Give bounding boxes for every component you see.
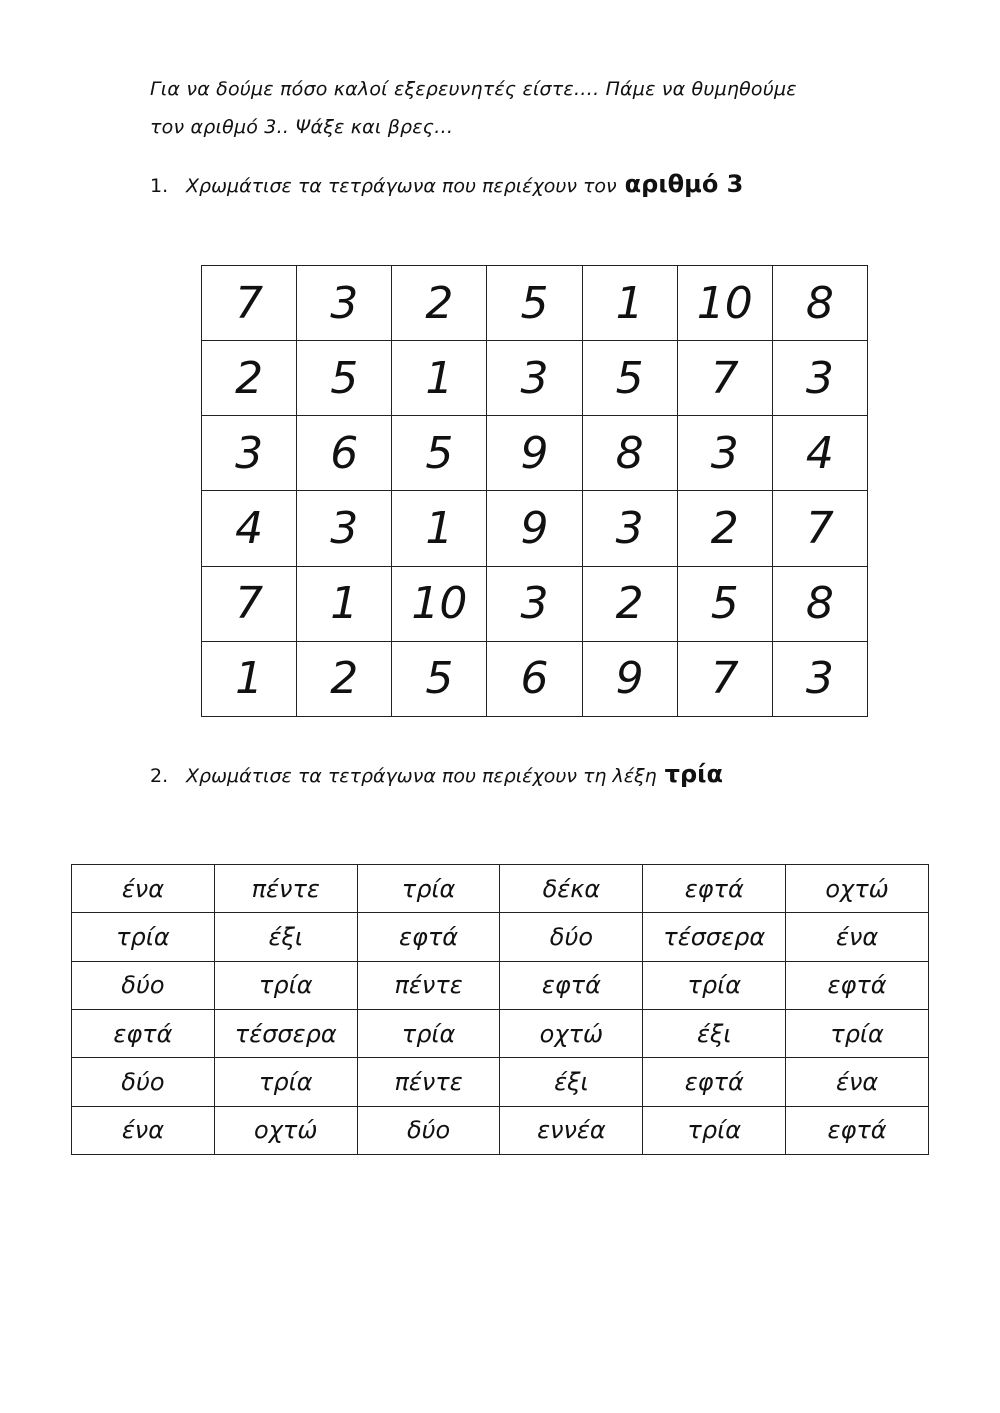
task-1-number: 1. bbox=[150, 175, 169, 197]
number-cell[interactable]: 1 bbox=[392, 491, 487, 566]
number-cell[interactable]: 7 bbox=[202, 566, 297, 641]
number-cell[interactable]: 1 bbox=[202, 641, 297, 716]
word-cell[interactable]: οχτώ bbox=[786, 865, 929, 913]
word-cell[interactable]: εφτά bbox=[500, 961, 643, 1009]
number-cell[interactable]: 9 bbox=[582, 641, 677, 716]
number-cell[interactable]: 3 bbox=[677, 416, 772, 491]
number-cell[interactable]: 6 bbox=[297, 416, 392, 491]
word-cell[interactable]: τρία bbox=[72, 913, 215, 961]
task-2-number: 2. bbox=[150, 765, 169, 787]
word-cell[interactable]: δύο bbox=[72, 1058, 215, 1106]
number-cell[interactable]: 1 bbox=[392, 341, 487, 416]
word-cell[interactable]: τρία bbox=[357, 865, 500, 913]
intro-line-1: Για να δούμε πόσο καλοί εξερευνητές είστε…. Πάμε να θυμηθούμε bbox=[150, 78, 797, 100]
word-cell[interactable]: δέκα bbox=[500, 865, 643, 913]
number-cell[interactable]: 7 bbox=[677, 341, 772, 416]
task-1-highlight: αριθμό 3 bbox=[624, 170, 744, 198]
number-cell[interactable]: 5 bbox=[392, 416, 487, 491]
number-cell[interactable]: 5 bbox=[677, 566, 772, 641]
number-grid-row bbox=[202, 491, 868, 566]
number-cell[interactable]: 7 bbox=[202, 266, 297, 341]
number-cell[interactable]: 2 bbox=[392, 266, 487, 341]
number-cell[interactable]: 3 bbox=[202, 416, 297, 491]
word-cell[interactable]: εφτά bbox=[72, 1009, 215, 1057]
number-cell[interactable]: 7 bbox=[772, 491, 867, 566]
number-cell[interactable]: 2 bbox=[297, 641, 392, 716]
word-cell[interactable]: έξι bbox=[643, 1009, 786, 1057]
word-grid-row bbox=[72, 865, 929, 913]
number-cell[interactable]: 4 bbox=[202, 491, 297, 566]
word-grid-row bbox=[72, 1058, 929, 1106]
number-cell[interactable]: 9 bbox=[487, 491, 582, 566]
number-cell[interactable]: 5 bbox=[487, 266, 582, 341]
word-cell[interactable]: εννέα bbox=[500, 1106, 643, 1154]
number-cell[interactable]: 2 bbox=[582, 566, 677, 641]
number-cell[interactable]: 10 bbox=[677, 266, 772, 341]
number-cell[interactable]: 4 bbox=[772, 416, 867, 491]
number-cell[interactable]: 2 bbox=[677, 491, 772, 566]
word-cell[interactable]: ένα bbox=[786, 913, 929, 961]
word-cell[interactable]: τρία bbox=[214, 1058, 357, 1106]
word-cell[interactable]: δύο bbox=[500, 913, 643, 961]
number-grid-row bbox=[202, 416, 868, 491]
word-cell[interactable]: ένα bbox=[786, 1058, 929, 1106]
number-grid bbox=[201, 265, 868, 717]
number-cell[interactable]: 1 bbox=[297, 566, 392, 641]
number-cell[interactable]: 3 bbox=[487, 341, 582, 416]
word-cell[interactable]: εφτά bbox=[643, 865, 786, 913]
word-cell[interactable]: εφτά bbox=[643, 1058, 786, 1106]
word-cell[interactable]: τρία bbox=[786, 1009, 929, 1057]
number-cell[interactable]: 3 bbox=[772, 341, 867, 416]
word-cell[interactable]: οχτώ bbox=[214, 1106, 357, 1154]
task-2-highlight: τρία bbox=[664, 760, 723, 788]
number-cell[interactable]: 7 bbox=[677, 641, 772, 716]
number-cell[interactable]: 10 bbox=[392, 566, 487, 641]
number-cell[interactable]: 6 bbox=[487, 641, 582, 716]
number-cell[interactable]: 3 bbox=[297, 266, 392, 341]
number-cell[interactable]: 3 bbox=[772, 641, 867, 716]
word-cell[interactable]: τρία bbox=[643, 961, 786, 1009]
word-cell[interactable]: τέσσερα bbox=[643, 913, 786, 961]
task-1-text: Χρωμάτισε τα τετράγωνα που περιέχουν τον bbox=[186, 175, 617, 197]
word-cell[interactable]: δύο bbox=[357, 1106, 500, 1154]
number-cell[interactable]: 2 bbox=[202, 341, 297, 416]
number-cell[interactable]: 5 bbox=[392, 641, 487, 716]
number-cell[interactable]: 3 bbox=[487, 566, 582, 641]
number-cell[interactable]: 8 bbox=[582, 416, 677, 491]
word-cell[interactable]: τέσσερα bbox=[214, 1009, 357, 1057]
number-grid-row bbox=[202, 641, 868, 716]
number-grid-row bbox=[202, 266, 868, 341]
number-cell[interactable]: 3 bbox=[297, 491, 392, 566]
word-grid bbox=[71, 864, 929, 1155]
number-cell[interactable]: 9 bbox=[487, 416, 582, 491]
word-cell[interactable]: ένα bbox=[72, 865, 215, 913]
word-grid-row bbox=[72, 1106, 929, 1154]
number-cell[interactable]: 3 bbox=[582, 491, 677, 566]
word-cell[interactable]: πέντε bbox=[214, 865, 357, 913]
task-1-instruction bbox=[150, 170, 743, 198]
number-cell[interactable]: 1 bbox=[582, 266, 677, 341]
word-cell[interactable]: δύο bbox=[72, 961, 215, 1009]
word-grid-row bbox=[72, 1009, 929, 1057]
word-grid-row bbox=[72, 961, 929, 1009]
number-grid-row bbox=[202, 341, 868, 416]
word-cell[interactable]: έξι bbox=[214, 913, 357, 961]
word-cell[interactable]: τρία bbox=[643, 1106, 786, 1154]
number-cell[interactable]: 5 bbox=[582, 341, 677, 416]
word-cell[interactable]: πέντε bbox=[357, 961, 500, 1009]
word-cell[interactable]: εφτά bbox=[786, 1106, 929, 1154]
intro-line-2: τον αριθμό 3.. Ψάξε και βρες… bbox=[150, 116, 454, 138]
number-cell[interactable]: 5 bbox=[297, 341, 392, 416]
intro-text bbox=[150, 70, 870, 146]
word-cell[interactable]: ένα bbox=[72, 1106, 215, 1154]
word-cell[interactable]: τρία bbox=[357, 1009, 500, 1057]
word-cell[interactable]: εφτά bbox=[786, 961, 929, 1009]
word-cell[interactable]: εφτά bbox=[357, 913, 500, 961]
word-cell[interactable]: οχτώ bbox=[500, 1009, 643, 1057]
number-cell[interactable]: 8 bbox=[772, 266, 867, 341]
word-grid-row bbox=[72, 913, 929, 961]
task-2-instruction bbox=[150, 760, 723, 788]
task-2-text: Χρωμάτισε τα τετράγωνα που περιέχουν τη λέξη bbox=[186, 765, 657, 787]
number-cell[interactable]: 8 bbox=[772, 566, 867, 641]
word-cell[interactable]: τρία bbox=[214, 961, 357, 1009]
number-grid-row bbox=[202, 566, 868, 641]
word-cell[interactable]: πέντε bbox=[357, 1058, 500, 1106]
word-cell[interactable]: έξι bbox=[500, 1058, 643, 1106]
